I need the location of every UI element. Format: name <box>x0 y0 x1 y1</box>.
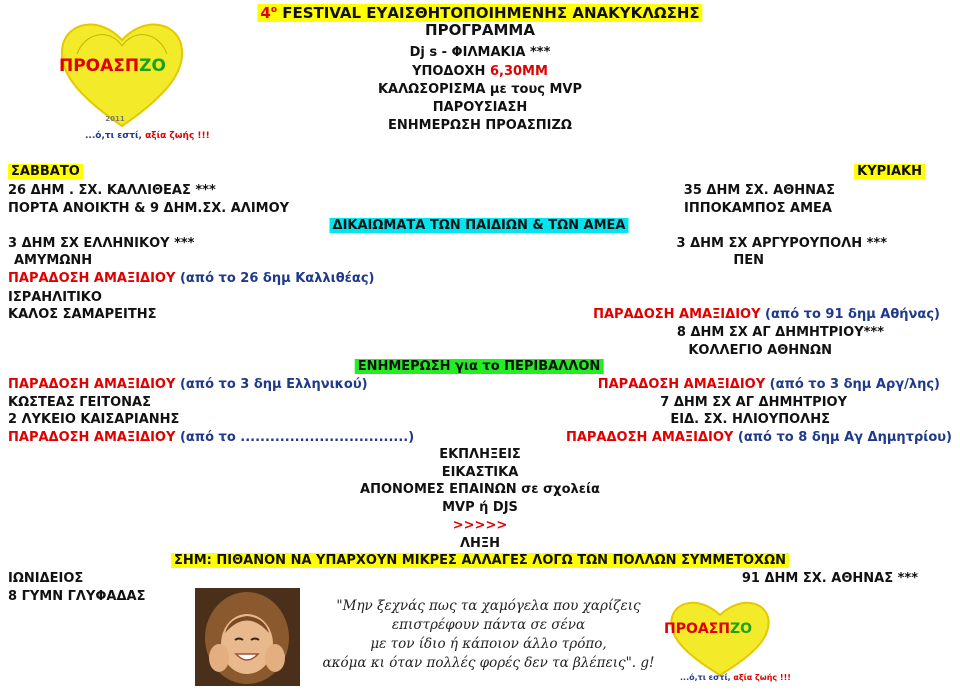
right-line-12: 91 ΔΗΜ ΣΧ. ΑΘΗΝΑΣ *** <box>741 571 918 586</box>
quote-line-1: "Μην ξεχνάς πως τα χαμόγελα που χαρίζεις <box>336 598 641 614</box>
left-line-10: 2 ΛΥΚΕΙΟ ΚΑΙΣΑΡΙΑΝΗΣ <box>8 412 180 427</box>
quote-line-3: με τον ίδιο ή κάποιον άλλο τρόπο, <box>370 636 607 652</box>
left-line-6: ΙΣΡΑΗΛΙΤΙΚΟ <box>8 290 102 305</box>
right-line-8: ΠΑΡΑΔΟΣΗ ΑΜΑΞΙΔΙΟΥ (από το 3 δημ Αργ/λης) <box>597 377 940 392</box>
left-line-5: ΠΑΡΑΔΟΣΗ ΑΜΑΞΙΔΙΟΥ (από το 26 δημ Καλλιθέας) <box>8 271 375 286</box>
header-line-info: ΕΝΗΜΕΡΩΣΗ ΠΡΟΑΣΠΙΖΩ <box>388 118 572 133</box>
day-sunday: ΚΥΡΙΑΚΗ <box>854 163 925 180</box>
left-line-9: ΚΩΣΤΕΑΣ ΓΕΙΤΟΝΑΣ <box>8 395 151 410</box>
festival-title-text: FESTIVAL ΕΥΑΙΣΘΗΤΟΠΟΙΗΜΕΝΗΣ ΑΝΑΚΥΚΛΩΣΗΣ <box>277 4 700 22</box>
left-line-11: ΠΑΡΑΔΟΣΗ ΑΜΑΞΙΔΙΟΥ (από το ..................................) <box>8 430 415 445</box>
quote-block <box>316 597 661 673</box>
logo-slogan-small: ...ό,τι εστί, αξία ζωής !!! <box>680 673 791 682</box>
smiling-child-icon <box>195 588 300 686</box>
environment-banner: ΕΝΗΜΕΡΩΣΗ για το ΠΕΡΙΒΑΛΛΟΝ <box>355 358 604 375</box>
proaspizo-logo-small: ΠΡΟΑΣΠZO ...ό,τι εστί, αξία ζωής !!! <box>660 595 780 689</box>
center-line-surprises: ΕΚΠΛΗΞΕΙΣ <box>439 447 521 462</box>
left-line-2: ΠΟΡΤΑ ΑΝΟΙΚΤΗ & 9 ΔΗΜ.ΣΧ. ΑΛΙΜΟΥ <box>8 201 290 216</box>
right-line-10: ΕΙΔ. ΣΧ. ΗΛΙΟΥΠΟΛΗΣ <box>670 412 830 427</box>
right-line-2: ΙΠΠΟΚΑΜΠΟΣ ΑΜΕΑ <box>684 201 832 216</box>
header-line-presentation: ΠΑΡΟΥΣΙΑΣΗ <box>432 100 528 115</box>
center-line-end: ΛΗΞΗ <box>459 536 501 551</box>
logo-slogan: ...ό,τι εστί, αξία ζωής !!! <box>85 131 210 141</box>
left-line-4: ΑΜΥΜΩΝΗ <box>14 253 93 268</box>
festival-title: 4$^o$ FESTIVAL ΕΥΑΙΣΘΗΤΟΠΟΙΗΜΕΝΗΣ ΑΝΑΚΥΚΛΩΣΗΣ <box>257 2 702 22</box>
right-line-4: ΠΕΝ <box>733 253 764 268</box>
center-line-mvp: MVP ή DJS <box>442 500 518 515</box>
right-line-1: 35 ΔΗΜ ΣΧ. ΑΘΗΝΑΣ <box>683 183 835 198</box>
note-banner: ΣΗΜ: ΠΙΘΑΝΟΝ ΝΑ ΥΠΑΡΧΟΥΝ ΜΙΚΡΕΣ ΑΛΛΑΓΕΣ ΛΟΓΩ ΤΩΝ ΠΟΛΛΩΝ ΣΥΜΜΕΤΟΧΩΝ <box>171 552 789 569</box>
center-line-arts: ΕΙΚΑΣΤΙΚΑ <box>441 465 519 480</box>
quote-line-4: ακόμα κι όταν πολλές φορές δεν τα βλέπεις". g! <box>322 655 655 671</box>
header-line-djs: Dj s - ΦΙΛΜΑΚΙΑ *** <box>409 45 551 60</box>
program-heading: ΠΡΟΓΡΑΜΜΑ <box>425 21 535 39</box>
right-line-9: 7 ΔΗΜ ΣΧ ΑΓ ΔΗΜΗΤΡΙΟΥ <box>660 395 847 410</box>
left-line-1: 26 ΔΗΜ . ΣΧ. ΚΑΛΛΙΘΕΑΣ *** <box>8 183 216 198</box>
left-line-3: 3 ΔΗΜ ΣΧ ΕΛΛΗΝΙΚΟΥ *** <box>8 236 195 251</box>
rights-banner: ΔΙΚΑΙΩΜΑΤΑ ΤΩΝ ΠΑΙΔΙΩΝ & ΤΩΝ ΑΜΕΑ <box>330 217 629 234</box>
left-line-13: 8 ΓΥΜΝ ΓΛΥΦΑΔΑΣ <box>8 589 146 604</box>
child-photo <box>195 588 300 686</box>
right-line-3: 3 ΔΗΜ ΣΧ ΑΡΓΥΡΟΥΠΟΛΗ *** <box>676 236 887 251</box>
right-line-11: ΠΑΡΑΔΟΣΗ ΑΜΑΞΙΔΙΟΥ (από το 8 δημ Αγ Δημητρίου) <box>565 430 952 445</box>
left-line-7: ΚΑΛΟΣ ΣΑΜΑΡΕΙΤΗΣ <box>8 307 157 322</box>
left-line-12: ΙΩΝΙΔΕΙΟΣ <box>8 571 84 586</box>
right-line-5: ΠΑΡΑΔΟΣΗ ΑΜΑΞΙΔΙΟΥ (από το 91 δημ Αθήνας) <box>593 307 940 322</box>
day-saturday: ΣΑΒΒΑΤΟ <box>8 163 83 180</box>
center-line-awards: ΑΠΟΝΟΜΕΣ ΕΠΑΙΝΩΝ σε σχολεία <box>360 482 600 497</box>
center-line-arrows: >>>>> <box>452 518 508 533</box>
right-line-7: ΚΟΛΛΕΓΙΟ ΑΘΗΝΩΝ <box>688 343 832 358</box>
header-line-reception: ΥΠΟΔΟΧΗ 6,30ΜΜ <box>412 64 548 79</box>
left-line-8: ΠΑΡΑΔΟΣΗ ΑΜΑΞΙΔΙΟΥ (από το 3 δημ Ελληνικού) <box>8 377 368 392</box>
right-line-6: 8 ΔΗΜ ΣΧ ΑΓ ΔΗΜΗΤΡΙΟΥ*** <box>676 325 884 340</box>
header-line-welcome: ΚΑΛΩΣΟΡΙΣΜΑ με τους MVP <box>377 82 583 97</box>
proaspizo-logo: 2011 ΠΡΟΑΣΠZO ...ό,τι εστί, αξία ζωής !!! <box>55 14 190 144</box>
svg-text:2011: 2011 <box>105 115 125 123</box>
quote-line-2: επιστρέφουν πάντα σε σένα <box>391 617 586 633</box>
